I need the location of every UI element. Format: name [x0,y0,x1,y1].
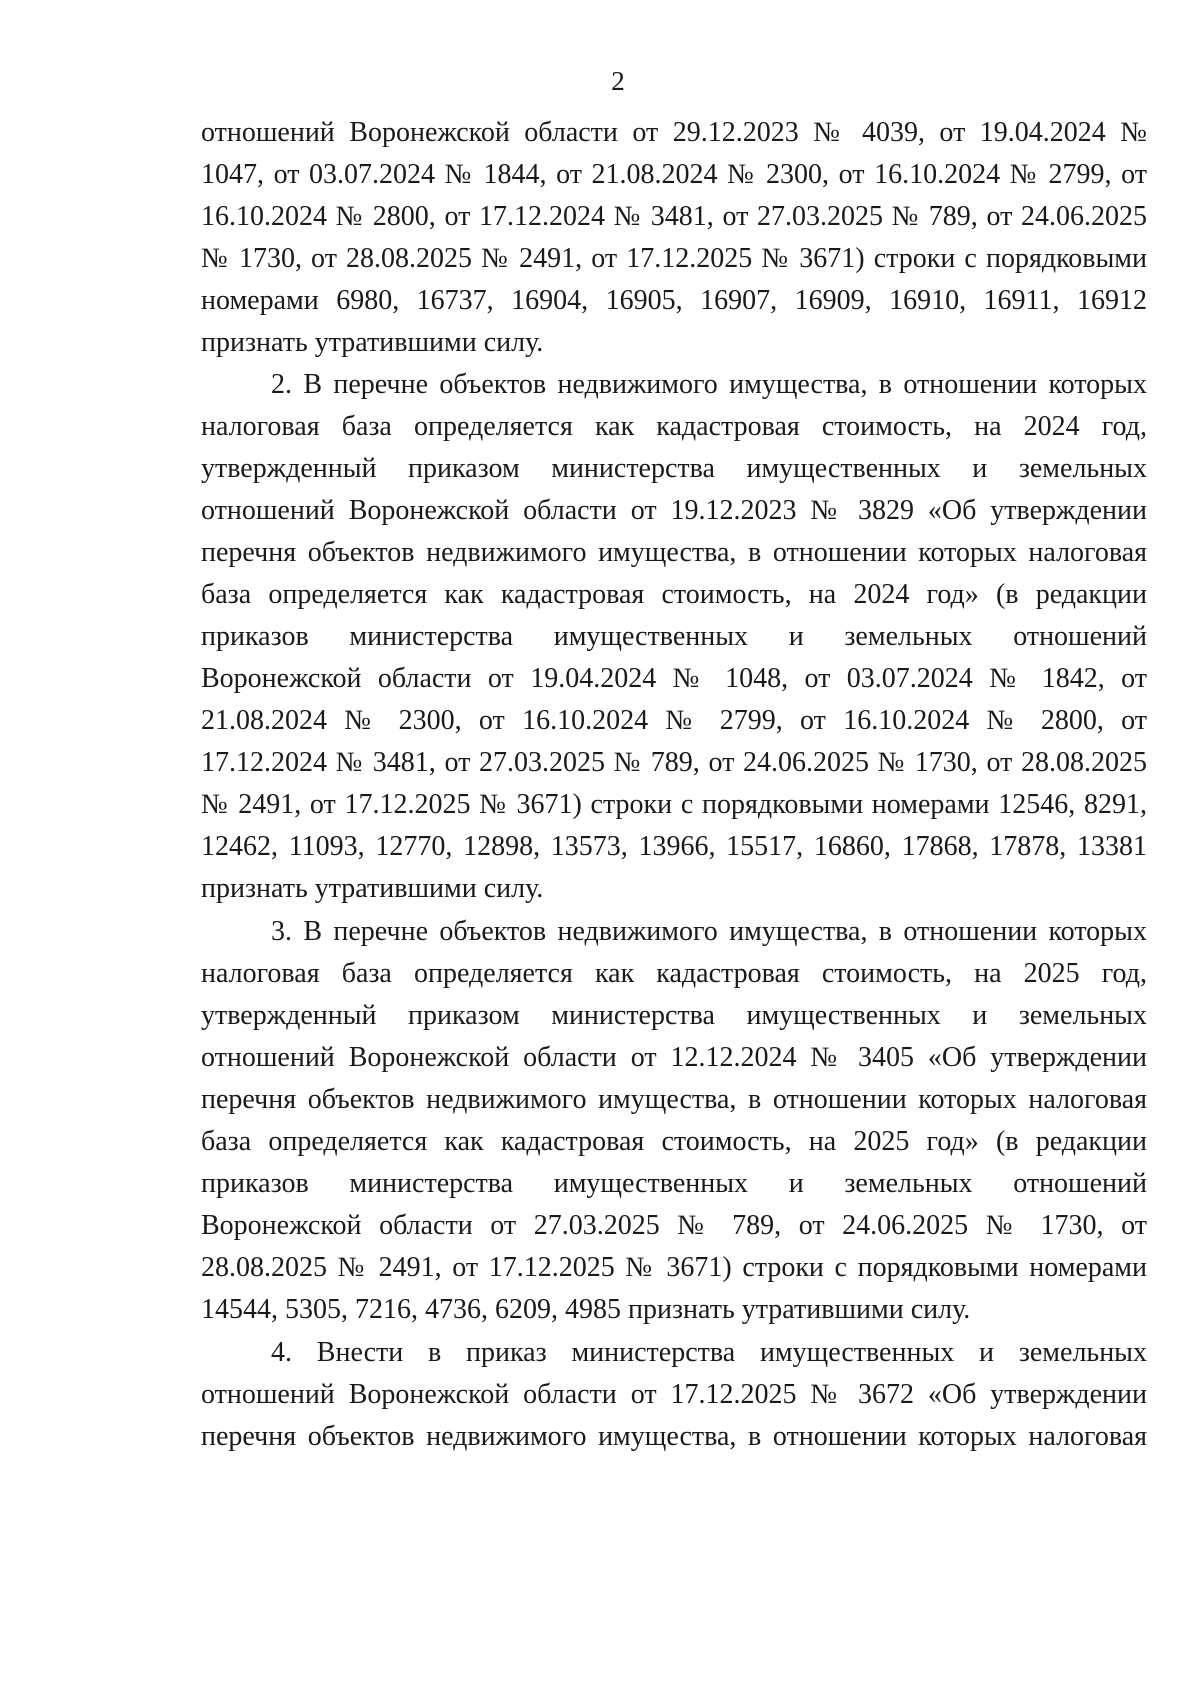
text-line: утвержденный приказом министерства имущественных и земельных [201,1000,1147,1031]
text-line: 3. В перечне объектов недвижимого имущества, в отношении которых [271,916,1147,947]
text-line: 12462, 11093, 12770, 12898, 13573, 13966, 15517, 16860, 17868, 17878, 13381 [201,831,1147,862]
text-line: приказов министерства имущественных и земельных отношений [201,621,1147,652]
text-line: налоговая база определяется как кадастровая стоимость, на 2024 год, [201,411,1147,442]
text-line: база определяется как кадастровая стоимость, на 2025 год» (в редакции [201,1126,1147,1157]
text-line: утвержденный приказом министерства имущественных и земельных [201,453,1147,484]
text-line: номерами 6980, 16737, 16904, 16905, 16907, 16909, 16910, 16911, 16912 [201,285,1147,316]
text-line: 16.10.2024 № 2800, от 17.12.2024 № 3481, от 27.03.2025 № 789, от 24.06.2025 [201,201,1147,232]
text-line: отношений Воронежской области от 19.12.2023 № 3829 «Об утверждении [201,495,1147,526]
text-line: отношений Воронежской области от 17.12.2025 № 3672 «Об утверждении [201,1379,1147,1410]
text-line: 28.08.2025 № 2491, от 17.12.2025 № 3671) строки с порядковыми номерами [201,1252,1147,1283]
text-line: налоговая база определяется как кадастровая стоимость, на 2025 год, [201,958,1147,989]
text-line: 14544, 5305, 7216, 4736, 6209, 4985 признать утратившими силу. [201,1294,971,1325]
text-line: перечня объектов недвижимого имущества, в отношении которых налоговая [201,537,1147,568]
text-line: 17.12.2024 № 3481, от 27.03.2025 № 789, от 24.06.2025 № 1730, от 28.08.2025 [201,747,1147,778]
text-line: 2. В перечне объектов недвижимого имущества, в отношении которых [271,369,1147,400]
text-line: перечня объектов недвижимого имущества, в отношении которых налоговая [201,1084,1147,1115]
text-line: 1047, от 03.07.2024 № 1844, от 21.08.2024 № 2300, от 16.10.2024 № 2799, от [201,159,1147,190]
text-line: № 1730, от 28.08.2025 № 2491, от 17.12.2025 № 3671) строки с порядковыми [201,243,1147,274]
text-line: база определяется как кадастровая стоимость, на 2024 год» (в редакции [201,579,1147,610]
text-line: 21.08.2024 № 2300, от 16.10.2024 № 2799, от 16.10.2024 № 2800, от [201,705,1147,736]
text-line: приказов министерства имущественных и земельных отношений [201,1168,1147,1199]
text-line: признать утратившими силу. [201,873,544,904]
text-line: № 2491, от 17.12.2025 № 3671) строки с порядковыми номерами 12546, 8291, [201,789,1147,820]
text-line: перечня объектов недвижимого имущества, в отношении которых налоговая [201,1421,1147,1452]
text-line: Воронежской области от 27.03.2025 № 789, от 24.06.2025 № 1730, от [201,1210,1147,1241]
page-number: 2 [611,66,625,96]
text-line: отношений Воронежской области от 12.12.2024 № 3405 «Об утверждении [201,1042,1147,1073]
text-line: Воронежской области от 19.04.2024 № 1048, от 03.07.2024 № 1842, от [201,663,1147,694]
text-line: отношений Воронежской области от 29.12.2023 № 4039, от 19.04.2024 № [201,117,1147,148]
text-line: признать утратившими силу. [201,327,544,358]
text-line: 4. Внести в приказ министерства имущественных и земельных [271,1337,1147,1368]
